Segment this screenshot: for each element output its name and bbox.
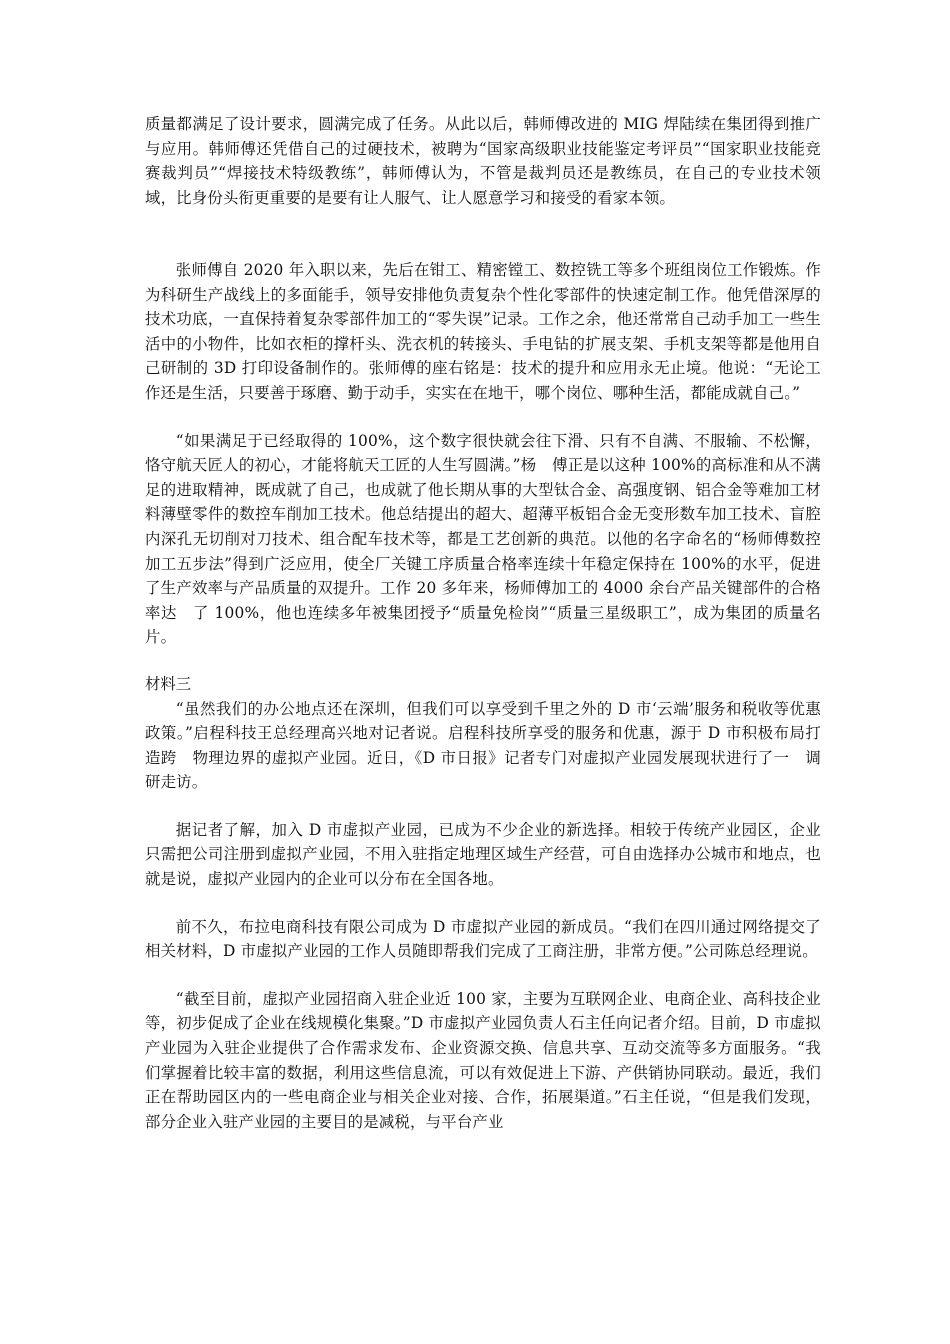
document-page	[145, 112, 821, 1134]
paragraph-bula-ecommerce: 前不久，布拉电商科技有限公司成为 D 市虚拟产业园的新成员。“我们在四川通过网络提交了相关材料，D 市虚拟产业园的工作人员随即帮我们完成了工商注册，非常方便。”公司陈总经理说。	[145, 917, 821, 961]
paragraph-yang-master: “如果满足于已经取得的 100%，这个数字很快就会往下滑、只有不自满、不服输、不松懈，恪守航天匠人的初心，才能将航天工匠的人生写圆满。”杨 傅正是以这种 100%的高标准和从不满足的进取精神，既成就了自己，也成就了他长期从事的大型钛合金、高强度钢、铝合金等难加工材料薄壁零件的数控车削加工技术。他总结提出的超大、超薄平板铝合金无变形数车加工技术、盲腔内深孔无切削对刀技术、组合配车技术等，都是工艺创新的典范。以他的名字命名的“杨师傅数控加工五步法”得到广泛应用，使全厂关键工序质量合格率连续十年稳定保持在 100%的水平，促进了生产效率与产品质量的双提升。工作 20 多年来，杨师傅加工的 4000 余台产品关键部件的合格率达 了 100%，他也连续多年被集团授予“质量免检岗”“质量三星级职工”，成为集团的质量名片。	[145, 431, 821, 647]
paragraph-virtual-park-intro: “虽然我们的办公地点还在深圳，但我们可以享受到千里之外的 D 市‘云端’服务和税收等优惠政策。”启程科技王总经理高兴地对记者说。启程科技所享受的服务和优惠，源于 D 市积极布局打造跨 物理边界的虚拟产业园。近日，《D 市日报》记者专门对虚拟产业园发展现状进行了一 调研走访。	[145, 699, 821, 792]
paragraph-virtual-park-choice: 据记者了解，加入 D 市虚拟产业园，已成为不少企业的新选择。相较于传统产业园区，企业只需把公司注册到虚拟产业园，不用入驻指定地理区域生产经营，可自由选择办公城市和地点，也就是说，虚拟产业园内的企业可以分布在全国各地。	[145, 820, 821, 889]
section-heading-material-three: 材料三	[145, 674, 192, 693]
paragraph-han-master: 质量都满足了设计要求，圆满完成了任务。从此以后，韩师傅改进的 MIG 焊陆续在集团得到推广与应用。韩师傅还凭借自己的过硬技术，被聘为“国家高级职业技能鉴定考评员”“国家职业技能竞赛裁判员”“焊接技术特级教练”，韩师傅认为，不管是裁判员还是教练员，在自己的专业技术领域，比身份头衔更重要的是要有让人服气、让人愿意学习和接受的看家本领。	[145, 115, 821, 207]
paragraph-director-shi: “截至目前，虚拟产业园招商入驻企业近 100 家，主要为互联网企业、电商企业、高科技企业等，初步促成了企业在线规模化集聚。”D 市虚拟产业园负责人石主任向记者介绍。目前，D 市虚拟产业园为入驻企业提供了合作需求发布、企业资源交换、信息共享、互动交流等多方面服务。“我们掌握着比较丰富的数据，利用这些信息流，可以有效促进上下游、产供销协同联动。最近，我们正在帮助园区内的一些电商企业与相关企业对接、合作，拓展渠道。”石主任说，“但是我们发现，部分企业入驻产业园的主要目的是减税，与平台产业	[145, 989, 821, 1131]
paragraph-zhang-master: 张师傅自 2020 年入职以来，先后在钳工、精密镗工、数控铣工等多个班组岗位工作锻炼。作为科研生产战线上的多面能手，领导安排他负责复杂个性化零部件的快速定制工作。他凭借深厚的技术功底，一直保持着复杂零部件加工的“零失误”记录。工作之余，他还常常自己动手加工一些生活中的小物件，比如衣柜的撑杆头、洗衣机的转接头、手电钻的扩展支架、手机支架等都是他用自己研制的 3D 打印设备制作的。张师傅的座右铭是：技术的提升和应用永无止境。他说：“无论工作还是生活，只要善于琢磨、勤于动手，实实在在地干，哪个岗位、哪种生活，都能成就自己。”	[145, 261, 821, 402]
